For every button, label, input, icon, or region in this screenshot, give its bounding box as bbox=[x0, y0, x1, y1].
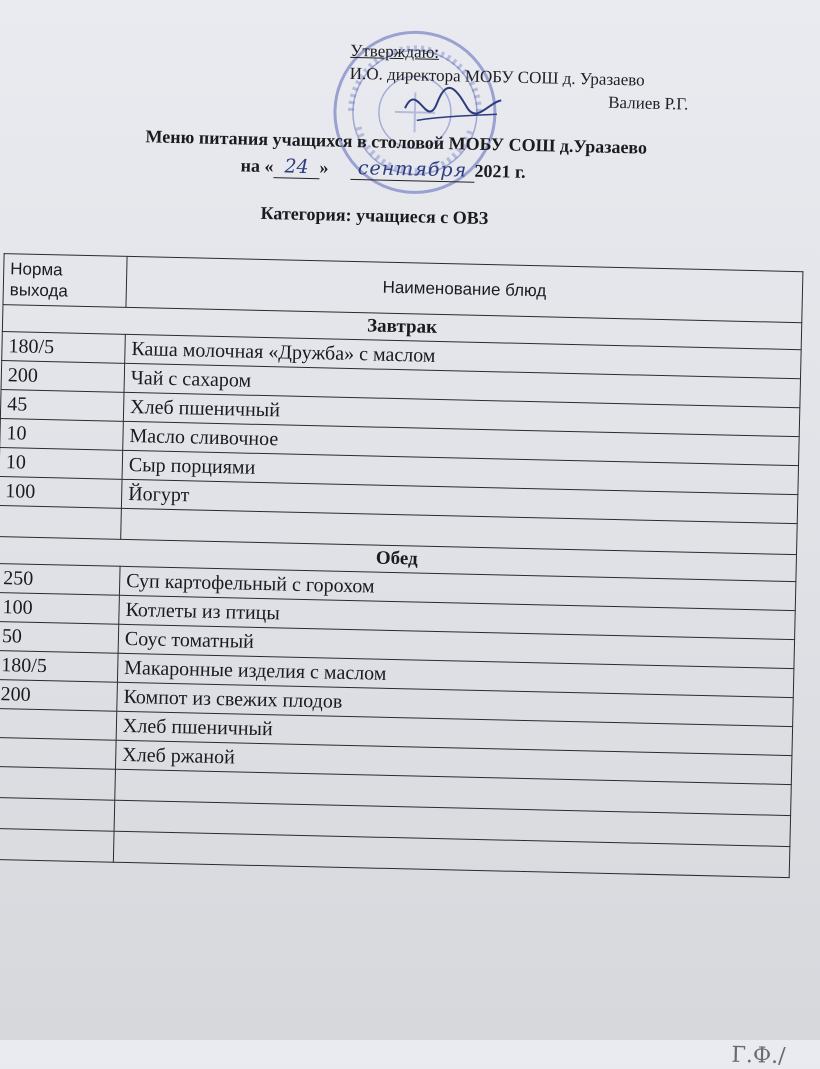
date-mid: » bbox=[319, 157, 329, 178]
section-label: Обед bbox=[0, 537, 797, 582]
dish-cell: Компот из свежих плодов bbox=[117, 682, 793, 726]
category-heading: Категория: учащиеся с ОВЗ bbox=[260, 202, 489, 229]
norm-cell: 200 bbox=[0, 679, 117, 711]
date-year: 2021 г. bbox=[474, 160, 526, 182]
dish-cell: Суп картофельный с горохом bbox=[119, 566, 795, 610]
dish-cell: Макаронные изделия с маслом bbox=[117, 653, 793, 697]
norm-cell bbox=[0, 797, 115, 831]
dish-cell: Хлеб ржаной bbox=[115, 740, 791, 784]
dish-cell: Йогурт bbox=[121, 479, 797, 523]
dish-cell: Котлеты из птицы bbox=[119, 595, 795, 639]
dish-cell: Каша молочная «Дружба» с маслом bbox=[125, 334, 801, 378]
norm-cell: 180/5 bbox=[2, 332, 126, 364]
column-header-dish: Наименование блюд bbox=[126, 256, 803, 322]
signature-icon bbox=[397, 70, 508, 132]
director-title: И.О. директора МОБУ СОШ д. Уразаево bbox=[349, 63, 645, 90]
norm-cell: 50 bbox=[0, 621, 119, 653]
norm-cell bbox=[0, 708, 117, 740]
dish-cell: Соус томатный bbox=[118, 624, 794, 668]
norm-cell bbox=[0, 506, 121, 540]
date-prefix: на « bbox=[240, 155, 274, 177]
norm-cell: 10 bbox=[0, 448, 123, 480]
dish-cell: Хлеб пшеничный bbox=[123, 392, 799, 436]
norm-cell: 250 bbox=[0, 564, 120, 596]
norm-cell: 100 bbox=[0, 477, 122, 509]
norm-cell bbox=[0, 737, 116, 769]
norm-cell: 200 bbox=[1, 361, 125, 393]
section-label: Завтрак bbox=[2, 305, 801, 350]
norm-cell: 10 bbox=[0, 419, 123, 451]
norm-cell bbox=[0, 766, 115, 800]
approve-label: Утверждаю: bbox=[350, 40, 440, 62]
handwritten-month: сентября bbox=[350, 157, 474, 183]
norm-cell: 100 bbox=[0, 593, 119, 625]
director-name: Валиев Р.Г. bbox=[608, 92, 689, 114]
dish-cell: Сыр порциями bbox=[122, 450, 798, 494]
corner-handwritten-note: Г.Ф./ bbox=[731, 1042, 786, 1069]
norm-cell bbox=[0, 828, 114, 862]
norm-cell: 180/5 bbox=[0, 650, 118, 682]
handwritten-day: 24 bbox=[273, 155, 320, 179]
dish-cell: Масло сливочное bbox=[123, 421, 799, 465]
menu-table bbox=[0, 253, 803, 878]
column-header-norm: Норма выхода bbox=[3, 254, 127, 308]
page-title: Меню питания учащихся в столовой МОБУ СОШ д.Уразаево bbox=[145, 126, 648, 158]
dish-cell: Хлеб пшеничный bbox=[116, 711, 792, 755]
dish-cell: Чай с сахаром bbox=[124, 363, 800, 407]
norm-cell: 45 bbox=[0, 390, 124, 422]
